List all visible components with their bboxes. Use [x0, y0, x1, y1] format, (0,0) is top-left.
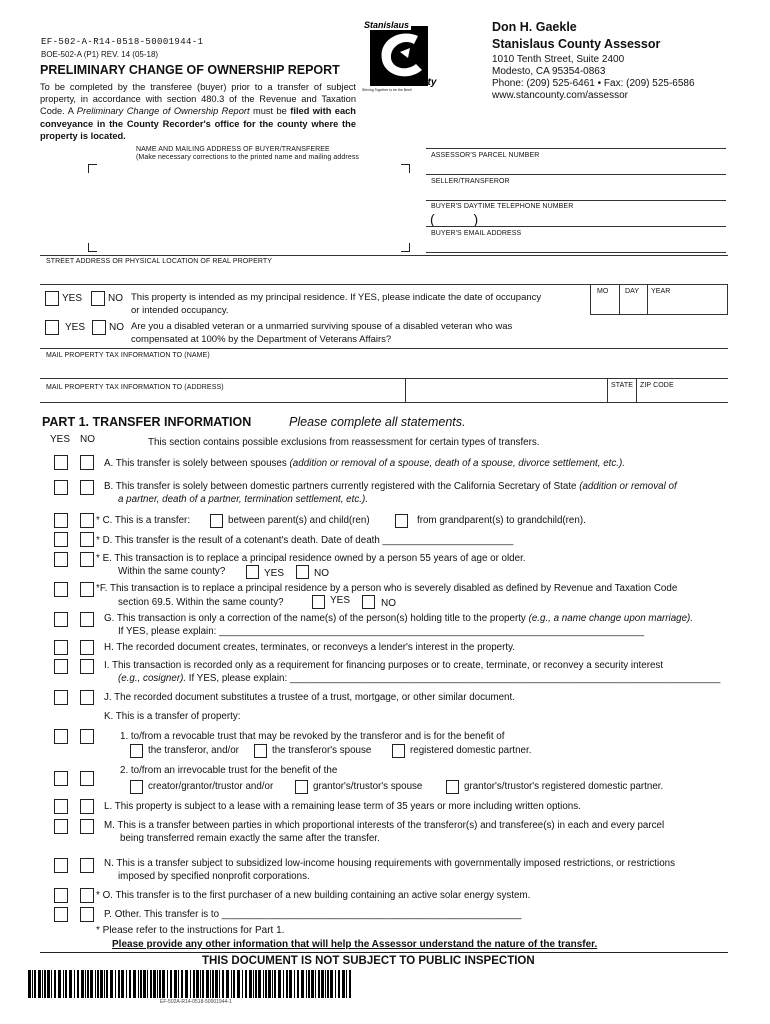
item-p[interactable]: P. Other. This transfer is to _______________________________________________________ — [104, 909, 522, 920]
j-yes-checkbox[interactable] — [54, 690, 68, 705]
barcode-bar — [58, 970, 61, 998]
k2-yes-checkbox[interactable] — [54, 771, 68, 786]
g-no-checkbox[interactable] — [80, 612, 94, 627]
barcode-bar — [327, 970, 329, 998]
buyer-name-hint: (Make necessary corrections to the printed name and mailing address — [136, 154, 360, 161]
barcode-bar — [342, 970, 345, 998]
barcode-bar — [90, 970, 93, 998]
barcode-bar — [346, 970, 347, 998]
barcode-bar — [253, 970, 254, 998]
phone-label: BUYER'S DAYTIME TELEPHONE NUMBER — [431, 203, 574, 210]
f-county-no-checkbox[interactable] — [362, 595, 375, 609]
zip-label: ZIP CODE — [640, 382, 674, 389]
footer-notice: THIS DOCUMENT IS NOT SUBJECT TO PUBLIC INSPECTION — [202, 955, 535, 967]
k1-partner-checkbox[interactable] — [392, 744, 405, 758]
mail-address-field[interactable] — [40, 402, 728, 403]
mo-label: MO — [597, 288, 609, 295]
barcode-bar — [77, 970, 79, 998]
barcode-bar — [115, 970, 116, 998]
a-yes-checkbox[interactable] — [54, 455, 68, 470]
address-line-1: 1010 Tenth Street, Suite 2400 — [492, 54, 625, 65]
barcode-bar — [133, 970, 136, 998]
barcode-bar — [245, 970, 247, 998]
f-county-no-label: NO — [381, 598, 396, 609]
e-county-no-label: NO — [314, 568, 329, 579]
barcode-bar — [28, 970, 31, 998]
m-yes-checkbox[interactable] — [54, 819, 68, 834]
item-o: * O. This transfer is to the first purchaser of a new building containing an active solar energy system. — [96, 890, 531, 901]
veteran-yes-checkbox[interactable] — [45, 320, 59, 335]
barcode-bar — [330, 970, 333, 998]
page-title: PRELIMINARY CHANGE OF OWNERSHIP REPORT — [40, 63, 340, 77]
f-county-yes-label: YES — [330, 595, 351, 606]
barcode-bar — [206, 970, 209, 998]
veteran-text-1: Are you a disabled veteran or a unmarried surviving spouse of a disabled veteran who was — [131, 321, 513, 332]
barcode-bar — [301, 970, 304, 998]
barcode-bar — [289, 970, 292, 998]
item-j: J. The recorded document substitutes a trustee of a trust, mortgage, or other similar document. — [104, 692, 515, 703]
veteran-yes-label: YES — [65, 322, 86, 333]
barcode-bar — [321, 970, 324, 998]
m-no-checkbox[interactable] — [80, 819, 94, 834]
barcode-bar — [147, 970, 148, 998]
principal-text-2: or intended occupancy. — [131, 305, 229, 316]
f-county-yes-checkbox[interactable] — [312, 595, 325, 609]
item-n: N. This is a transfer subject to subsidized low-income housing requirements with governmentally imposed restrictions, or restrictions — [104, 858, 675, 869]
item-k1: 1. to/from a revocable trust that may be revoked by the transferor and is for the benefit of — [120, 731, 505, 742]
k2-creator-checkbox[interactable] — [130, 780, 143, 794]
k2-partner-checkbox[interactable] — [446, 780, 459, 794]
principal-yes-checkbox[interactable] — [45, 291, 59, 306]
n-yes-checkbox[interactable] — [54, 858, 68, 873]
h-no-checkbox[interactable] — [80, 640, 94, 655]
barcode-bar — [126, 970, 127, 998]
barcode-bar — [258, 970, 261, 998]
assessor-name: Don H. Gaekle — [492, 20, 577, 34]
veteran-no-checkbox[interactable] — [92, 320, 106, 335]
item-c: * C. This is a transfer: — [96, 515, 191, 526]
barcode-bar — [150, 970, 152, 998]
item-k: K. This is a transfer of property: — [104, 711, 241, 722]
barcode-bar — [138, 970, 139, 998]
mail-address-label: MAIL PROPERTY TAX INFORMATION TO (ADDRESS) — [46, 384, 224, 391]
item-h: H. The recorded document creates, terminates, or reconveys a lender's interest in the property. — [104, 642, 516, 653]
website[interactable]: www.stancounty.com/assessor — [492, 90, 628, 101]
barcode-bar — [226, 970, 229, 998]
item-m-line2: being transferred remain exactly the same after the transfer. — [120, 833, 380, 844]
barcode-bar — [297, 970, 299, 998]
barcode-bar — [129, 970, 131, 998]
item-n-line2: imposed by specified nonprofit corporations. — [118, 871, 310, 882]
b-yes-checkbox[interactable] — [54, 480, 68, 495]
principal-text-1: This property is intended as my principal residence. If YES, please indicate the date of occupancy — [131, 292, 542, 303]
assessor-title: Stanislaus County Assessor — [492, 37, 661, 51]
logo-tagline: Striving Together to be the Best! — [362, 88, 412, 92]
item-a: A. This transfer is solely between spouses (addition or removal of a spouse, death of a spouse, divorce settlement, etc.). — [104, 458, 625, 469]
part1-intro: This section contains possible exclusions from reassessment for certain types of transfers. — [148, 437, 540, 448]
part1-subtitle: Please complete all statements. — [289, 415, 466, 429]
k1-spouse-label: the transferor's spouse — [272, 745, 372, 756]
item-m: M. This is a transfer between parties in which proportional interests of the transferor(s) and transferee(s) in each and every parcel — [104, 820, 665, 831]
phone-field[interactable]: ( ) — [430, 211, 479, 227]
principal-yes-label: YES — [62, 293, 83, 304]
barcode-bar — [249, 970, 252, 998]
item-i-explain[interactable]: (e.g., cosigner). If YES, please explain: _______________________________________________________________________________ — [118, 673, 721, 684]
d-no-checkbox[interactable] — [80, 532, 94, 547]
item-g-explain[interactable]: If YES, please explain: ______________________________________________________________________________ — [118, 626, 645, 637]
barcode-bar — [32, 970, 33, 998]
county-logo — [360, 22, 436, 94]
k1-yes-checkbox[interactable] — [54, 729, 68, 744]
n-no-checkbox[interactable] — [80, 858, 94, 873]
k2-spouse-label: grantor's/trustor's spouse — [313, 781, 423, 792]
barcode-bar — [268, 970, 271, 998]
item-l: L. This property is subject to a lease with a remaining lease term of 35 years or more including written options. — [104, 801, 581, 812]
mail-name-label: MAIL PROPERTY TAX INFORMATION TO (NAME) — [46, 352, 210, 359]
principal-no-label: NO — [108, 293, 123, 304]
street-address-label: STREET ADDRESS OR PHYSICAL LOCATION OF REAL PROPERTY — [46, 258, 273, 265]
k2-partner-label: grantor's/trustor's registered domestic partner. — [464, 781, 664, 792]
barcode-bar — [315, 970, 316, 998]
c-no-checkbox[interactable] — [80, 513, 94, 528]
barcode-bar — [178, 970, 179, 998]
barcode-bar — [69, 970, 72, 998]
part1-title: PART 1. TRANSFER INFORMATION — [42, 415, 252, 429]
barcode-bar — [242, 970, 243, 998]
c-grandparent-checkbox[interactable] — [395, 514, 408, 528]
c-yes-checkbox[interactable] — [54, 513, 68, 528]
k2-spouse-checkbox[interactable] — [295, 780, 308, 794]
k1-spouse-checkbox[interactable] — [254, 744, 267, 758]
barcode-bar — [162, 970, 165, 998]
barcode-bar — [74, 970, 75, 998]
barcode-bar — [306, 970, 307, 998]
k1-partner-label: registered domestic partner. — [410, 745, 532, 756]
k2-creator-label: creator/grantor/trustor and/or — [148, 781, 274, 792]
buyer-address-area[interactable] — [88, 164, 410, 252]
barcode-bar — [174, 970, 177, 998]
a-no-checkbox[interactable] — [80, 455, 94, 470]
o-no-checkbox[interactable] — [80, 888, 94, 903]
barcode-bar — [308, 970, 310, 998]
col-no-header: NO — [80, 434, 95, 445]
barcode-bar — [42, 970, 43, 998]
barcode-bar — [65, 970, 67, 998]
item-k2: 2. to/from an irrevocable trust for the benefit of the — [120, 765, 338, 776]
barcode-bar — [222, 970, 224, 998]
e-county-yes-checkbox[interactable] — [246, 565, 259, 579]
barcode-bar — [274, 970, 276, 998]
barcode-bar — [38, 970, 41, 998]
seller-field[interactable] — [426, 200, 726, 201]
form-revision: BOE-502-A (P1) REV. 14 (05-18) — [41, 50, 159, 59]
barcode-bar — [110, 970, 113, 998]
k1-transferor-label: the transferor, and/or — [148, 745, 239, 756]
col-yes-header: YES — [50, 434, 71, 445]
barcode-bar — [167, 970, 168, 998]
b-no-checkbox[interactable] — [80, 480, 94, 495]
barcode-bar — [215, 970, 218, 998]
email-label: BUYER'S EMAIL ADDRESS — [431, 230, 522, 237]
barcode-bar — [349, 970, 351, 998]
item-f: *F. This transaction is to replace a principal residence by a person who is severely disabled as defined by Revenue and Taxation Code — [96, 583, 678, 594]
c-parent-child-checkbox[interactable] — [210, 514, 223, 528]
c-grandparent-label: from grandparent(s) to grandchild(ren). — [417, 515, 586, 526]
barcode-bar — [87, 970, 89, 998]
barcode-bar — [210, 970, 211, 998]
barcode-bar — [294, 970, 295, 998]
barcode-bar — [233, 970, 235, 998]
barcode-bar — [237, 970, 240, 998]
barcode-bar — [185, 970, 188, 998]
barcode-bar — [190, 970, 191, 998]
l-yes-checkbox[interactable] — [54, 799, 68, 814]
barcode-bar — [63, 970, 64, 998]
barcode-bar — [140, 970, 142, 998]
barcode-bar — [200, 970, 201, 998]
item-e: * E. This transaction is to replace a principal residence owned by a person 55 years of age or older. — [96, 553, 526, 564]
barcode-bar — [283, 970, 284, 998]
d-yes-checkbox[interactable] — [54, 532, 68, 547]
i-no-checkbox[interactable] — [80, 659, 94, 674]
barcode-bar — [338, 970, 340, 998]
barcode-bar — [118, 970, 120, 998]
barcode-bar — [181, 970, 183, 998]
barcode-bar — [100, 970, 103, 998]
barcode-bar — [44, 970, 46, 998]
e-county-yes-label: YES — [264, 568, 285, 579]
item-g: G. This transaction is only a correction of the name(s) of the person(s) holding title to the property (e.g., a name change upon marriage). — [104, 613, 694, 624]
barcode-bar — [121, 970, 124, 998]
barcode-bar — [51, 970, 52, 998]
barcode-bar — [193, 970, 195, 998]
barcode-bar — [85, 970, 86, 998]
l-no-checkbox[interactable] — [80, 799, 94, 814]
form-code: EF-502-A-R14-0518-50001944-1 — [41, 37, 204, 47]
address-line-2: Modesto, CA 95354-0863 — [492, 66, 606, 77]
state-label: STATE — [611, 382, 634, 389]
item-d: * D. This transfer is the result of a cotenant's death. Date of death ________________________ — [96, 535, 514, 546]
barcode-text: EF-502A-R14-0518-50001944-1 — [160, 999, 232, 1005]
barcode-bar — [54, 970, 56, 998]
veteran-no-label: NO — [109, 322, 124, 333]
year-label: YEAR — [651, 288, 671, 295]
f-no-checkbox[interactable] — [80, 582, 94, 597]
day-label: DAY — [625, 288, 640, 295]
barcode-bar — [335, 970, 336, 998]
barcode-bar — [34, 970, 36, 998]
barcode-bar — [219, 970, 220, 998]
barcode-bar — [159, 970, 161, 998]
f-yes-checkbox[interactable] — [54, 582, 68, 597]
barcode — [28, 970, 353, 998]
barcode-bar — [47, 970, 50, 998]
instructions-note: * Please refer to the instructions for Part 1. — [96, 925, 285, 936]
barcode-bar — [263, 970, 264, 998]
barcode-bar — [265, 970, 267, 998]
k2-no-checkbox[interactable] — [80, 771, 94, 786]
barcode-bar — [212, 970, 214, 998]
item-b: B. This transfer is solely between domestic partners currently registered with the California Secretary of State (addition or removal of — [104, 481, 677, 492]
g-yes-checkbox[interactable] — [54, 612, 68, 627]
barcode-bar — [272, 970, 273, 998]
barcode-bar — [311, 970, 314, 998]
barcode-bar — [231, 970, 232, 998]
barcode-bar — [81, 970, 84, 998]
barcode-bar — [153, 970, 156, 998]
item-f-line2: section 69.5. Within the same county? — [118, 597, 284, 608]
barcode-bar — [97, 970, 99, 998]
e-no-checkbox[interactable] — [80, 552, 94, 567]
occupancy-date-box[interactable] — [590, 285, 728, 315]
barcode-bar — [202, 970, 204, 998]
k1-no-checkbox[interactable] — [80, 729, 94, 744]
barcode-bar — [170, 970, 172, 998]
item-b-line2: a partner, death of a partner, termination settlement, etc.). — [118, 494, 368, 505]
logo-bottom-text: County — [402, 77, 437, 88]
p-yes-checkbox[interactable] — [54, 907, 68, 922]
k1-transferor-checkbox[interactable] — [130, 744, 143, 758]
barcode-bar — [196, 970, 199, 998]
e-county-no-checkbox[interactable] — [296, 565, 309, 579]
logo-top-text: Stanislaus — [364, 20, 410, 30]
o-yes-checkbox[interactable] — [54, 888, 68, 903]
phone-fax: Phone: (209) 525-6461 • Fax: (209) 525-6586 — [492, 78, 695, 89]
apn-label: ASSESSOR'S PARCEL NUMBER — [431, 152, 540, 159]
barcode-bar — [157, 970, 158, 998]
item-e-line2: Within the same county? — [118, 566, 226, 577]
i-yes-checkbox[interactable] — [54, 659, 68, 674]
c-parent-child-label: between parent(s) and child(ren) — [228, 515, 370, 526]
h-yes-checkbox[interactable] — [54, 640, 68, 655]
email-field[interactable] — [426, 252, 726, 253]
mail-name-field[interactable] — [40, 378, 728, 379]
intro-paragraph: To be completed by the transferee (buyer) prior to a transfer of subject property, in accordance with section 480.3 of the Revenue and Taxation Code. A Preliminary Change of Ownership Report must be filed with each conveyance in the County Recorder's office for the county where the property is located. — [40, 82, 356, 141]
barcode-bar — [104, 970, 105, 998]
e-yes-checkbox[interactable] — [54, 552, 68, 567]
p-no-checkbox[interactable] — [80, 907, 94, 922]
seller-label: SELLER/TRANSFEROR — [431, 178, 510, 185]
apn-field[interactable] — [426, 174, 726, 175]
additional-info-note: Please provide any other information that will help the Assessor understand the nature of the transfer. — [112, 939, 598, 950]
j-no-checkbox[interactable] — [80, 690, 94, 705]
barcode-bar — [106, 970, 108, 998]
barcode-bar — [95, 970, 96, 998]
item-i: I. This transaction is recorded only as a requirement for financing purposes or to create, terminate, or reconvey a security interest — [104, 660, 664, 671]
buyer-name-label: NAME AND MAILING ADDRESS OF BUYER/TRANSFEREE — [136, 146, 330, 153]
principal-no-checkbox[interactable] — [91, 291, 105, 306]
barcode-bar — [325, 970, 326, 998]
barcode-bar — [318, 970, 320, 998]
barcode-bar — [255, 970, 257, 998]
barcode-bar — [278, 970, 281, 998]
barcode-bar — [143, 970, 146, 998]
barcode-bar — [286, 970, 288, 998]
veteran-text-2: compensated at 100% by the Department of Veterans Affairs? — [131, 334, 392, 345]
